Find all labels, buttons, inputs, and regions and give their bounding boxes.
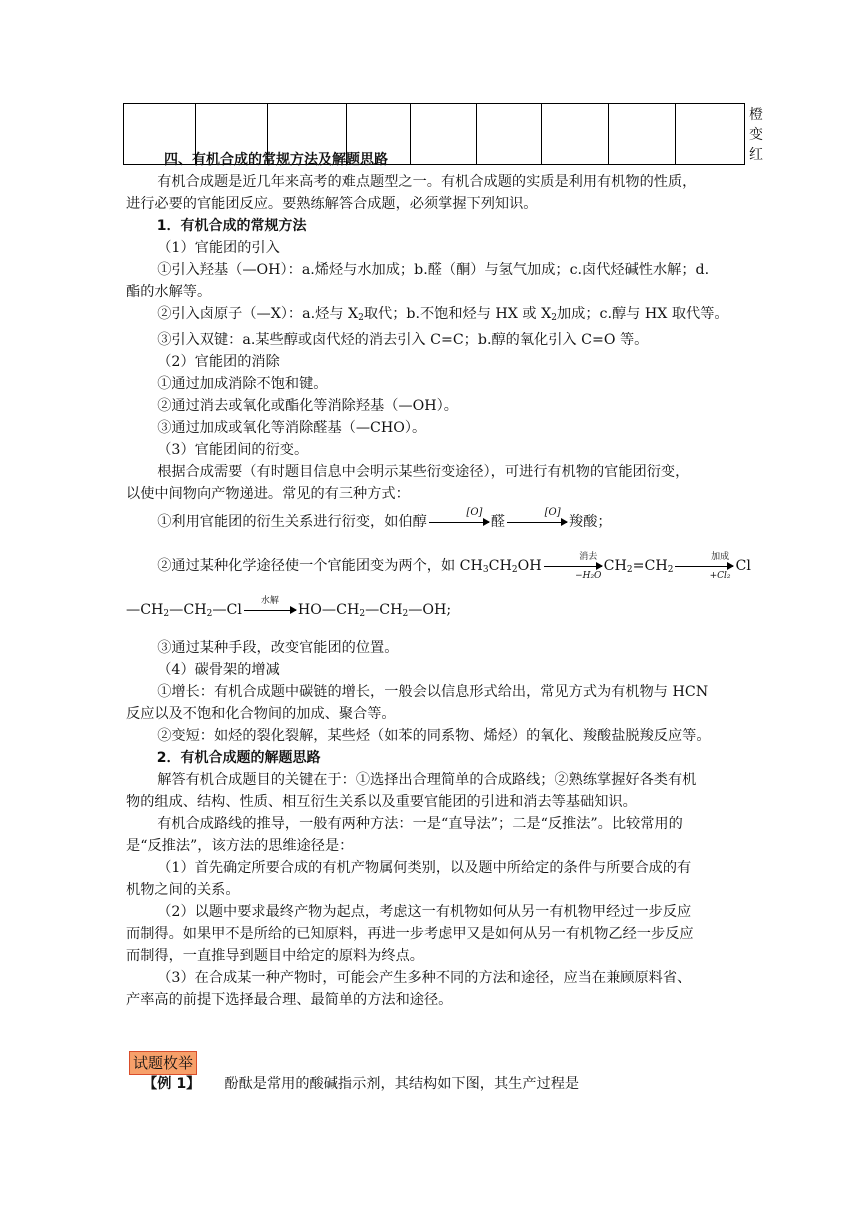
arrow-line [429,522,489,523]
text: 加成；c.醇与 HX 取代等。 [556,306,729,322]
paragraph: ①增长：有机合成题中碳链的增长，一般会以信息形式给出，常见方式为有机物与 HCN [157,684,709,700]
paragraph: ①引入羟基（—OH）：a.烯烃与水加成；b.醛（酮）与氢气加成；c.卤代烃碱性水解；d. [157,262,710,278]
arrow-label: [O] [466,506,483,518]
subscript: 2 [358,313,364,323]
subsection-title: 1．有机合成的常规方法 [156,218,307,234]
arrow-label: 加成 [711,551,730,562]
text: CH [603,558,627,574]
text: 羧酸； [569,514,612,530]
paragraph: （4）碳骨架的增减 [157,662,280,678]
reaction-arrow [244,595,296,611]
paragraph: ③通过某种手段，改变官能团的位置。 [157,640,399,656]
paragraph: 而制得，一直推导到题目中给定的原料为终点。 [126,948,424,964]
subscript: 2 [551,313,557,323]
reaction-arrow [507,506,567,523]
reaction-line [126,587,738,633]
subscript: 3 [482,565,489,575]
example-line [143,1073,579,1095]
paragraph: （1）官能团的引入 [157,240,280,256]
paragraph: ②通过消去或氧化或酯化等消除羟基（—OH）。 [157,398,458,414]
paragraph: 根据合成需要（有时题目信息中会明示某些衍变途径），可进行有机物的官能团衍变， [157,464,690,480]
text: ②通过某种化学途径使一个官能团变为两个，如 CH [157,558,483,574]
reaction-arrow [544,551,602,581]
text: OH [517,558,542,574]
section-tag: 试题枚举 [129,1051,197,1075]
paragraph: 解答有机合成题目的关键在于：①选择出合理简单的合成路线；②熟练掌握好各类有机 [157,772,697,788]
paragraph: 酯的水解等。 [126,284,212,300]
text: HO—CH [297,602,360,618]
reaction-arrow [675,551,733,581]
paragraph: ③引入双键：a.某些醇或卤代烃的消去引入 C=C；b.醇的氧化引入 C=O 等。 [157,332,649,348]
paragraph: 反应以及不饱和化合物间的加成、聚合等。 [126,706,396,722]
table-row: 橙变红 [124,104,745,165]
arrow-line [544,566,602,567]
arrow-label: [O] [544,506,561,518]
main-content [126,149,751,1011]
subscript: 2 [511,565,518,575]
paragraph: ②变短：如烃的裂化裂解，某些烃（如苯的同系物、烯烃）的氧化、羧酸盐脱羧反应等。 [157,728,711,744]
paragraph: （3）官能团间的衍变。 [157,442,309,458]
subscript: 2 [667,565,674,575]
subscript: 2 [359,609,366,619]
paragraph: 以使中间物向产物递进。常见的有三种方式： [126,486,410,502]
paragraph: （2）官能团的消除 [157,354,280,370]
section-title: 四、有机合成的常规方法及解题思路 [164,152,388,168]
subscript: 2 [402,609,409,619]
paragraph: 有机合成题是近几年来高考的难点题型之一。有机合成题的实质是利用有机物的性质， [157,174,697,190]
arrow-line [244,610,296,611]
text: Cl [735,558,751,574]
text: CH [488,558,512,574]
reaction-line [126,543,751,589]
text: —CH [126,602,164,618]
subsection-title: 2．有机合成题的解题思路 [156,750,321,766]
text: 取代；b.不饱和烃与 HX 或 X [363,306,552,322]
paragraph: （1）首先确定所要合成的有机产物属何类别，以及题中所给定的条件与所要合成的有 [157,860,692,876]
text: —OH; [408,602,452,618]
paragraph: 是“反推法”，该方法的思维途径是： [126,838,354,854]
text: ②引入卤原子（—X）：a.烃与 X [157,306,359,322]
subscript: 2 [163,609,170,619]
subscript: 2 [206,609,213,619]
paragraph: 机物之间的关系。 [126,882,240,898]
arrow-label: 水解 [260,595,279,606]
reaction-arrow [429,506,489,523]
text: ①利用官能团的衍生关系进行衍变，如伯醇 [157,514,427,530]
arrow-line [675,566,733,567]
example-label: 【例 1】 [143,1076,201,1092]
paragraph: 进行必要的官能团反应。要熟练解答合成题，必须掌握下列知识。 [126,196,538,212]
text: —CH [169,602,207,618]
paragraph: （2）以题中要求最终产物为起点，考虑这一有机物如何从另一有机物甲经过一步反应 [157,904,692,920]
text: —CH [365,602,403,618]
paragraph: 物的组成、结构、性质、相互衍生关系以及重要官能团的引进和消去等基础知识。 [126,794,637,810]
paragraph: ③通过加成或氧化等消除醛基（—CHO）。 [157,420,427,436]
text: =CH [632,558,668,574]
arrow-label: +Cl₂ [709,570,731,581]
subscript: 2 [626,565,633,575]
paragraph [126,303,738,329]
example-text: 酚酞是常用的酸碱指示剂，其结构如下图，其生产过程是 [224,1076,580,1092]
paragraph: （3）在合成某一种产物时，可能会产生多种不同的方法和途径，应当在兼顾原料省、 [157,970,692,986]
paragraph: 有机合成路线的推导，一般有两种方法：一是“直导法”；二是“反推法”。比较常用的 [157,816,683,832]
arrow-line [507,522,567,523]
text: 醛 [490,514,506,530]
paragraph: ①通过加成消除不饱和键。 [157,376,328,392]
arrow-label: 消去 [579,551,598,562]
text: —Cl [212,602,242,618]
paragraph: 产率高的前提下选择最合理、最简单的方法和途径。 [126,992,453,1008]
arrow-label: −H₂O [575,570,602,581]
paragraph: 而制得。如果甲不是所给的已知原料，再进一步考虑甲又是如何从另一有机物乙经一步反应 [126,926,694,942]
reaction-line [126,507,738,537]
